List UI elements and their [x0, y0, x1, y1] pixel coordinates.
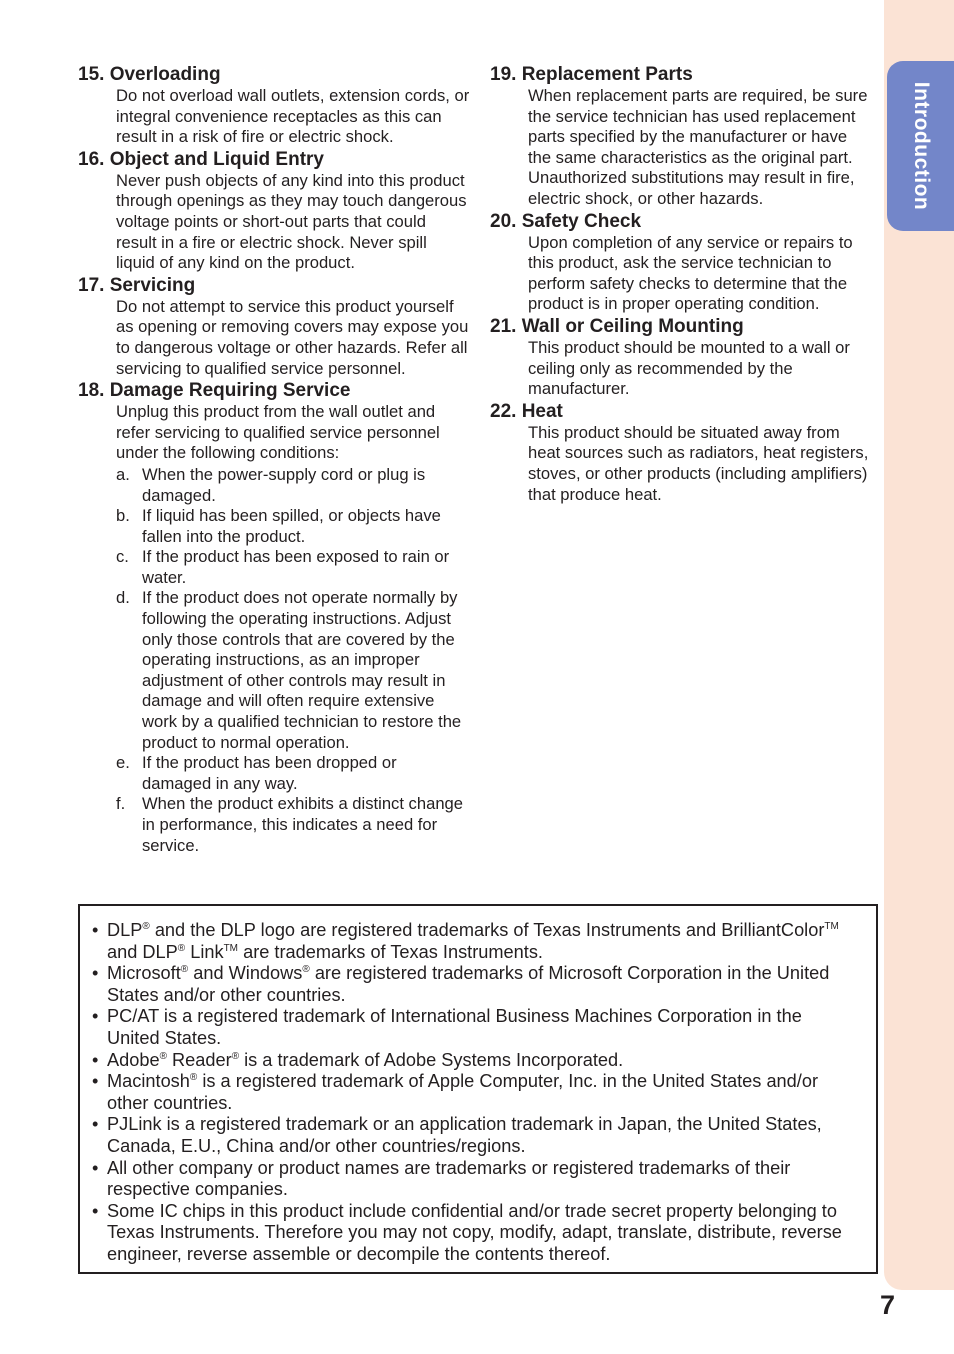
tm-text: Some IC chips in this product include confidential and/or trade secret property belonging to Texas Instruments. Therefore you may not copy, modify, adapt, translate, distribute, reverse engineer, reverse assemble or decompile the contents thereof. — [107, 1200, 842, 1264]
list-item — [116, 465, 470, 506]
list-item — [116, 794, 470, 856]
tm-text: and DLP — [107, 941, 178, 962]
registered-mark: ® — [189, 1072, 198, 1084]
tm-text: Macintosh — [107, 1071, 190, 1092]
trademark-mark: TM — [223, 942, 239, 954]
tm-text: is a registered trademark of Apple Computer, Inc. in the United States and/or other countries. — [107, 1071, 819, 1113]
section-heading: 16. Object and Liquid Entry — [78, 148, 324, 170]
list-item-text: If liquid has been spilled, or objects have fallen into the product. — [142, 506, 441, 546]
section-heading: 19. Replacement Parts — [490, 64, 693, 85]
section-body: This product should be mounted to a wall or ceiling only as recommended by the manufacturer. — [528, 337, 850, 399]
trademark-notice-box — [78, 904, 878, 1274]
section-body: Do not overload wall outlets, extension cords, or integral convenience receptacles as this can result in a risk of fire or electric shock. — [116, 86, 470, 147]
section-body: Upon completion of any service or repairs to this product, ask the service technician to perform safety checks to determine that the product is in proper operating condition. — [528, 232, 853, 314]
bullet: • — [92, 1200, 99, 1221]
tm-text: and Windows — [188, 963, 303, 984]
section-body: When replacement parts are required, be sure the service technician has used replacement parts specified by the manufacturer or have the same characteristics as the original part. Unauthorized substitutions may result in fire, electric shock, or other hazards. — [528, 86, 868, 208]
section-body: Unplug this product from the wall outlet and refer servicing to qualified service personnel under the following conditions: — [116, 402, 440, 463]
list-item — [116, 753, 470, 794]
section-heading: 18. Damage Requiring Service — [78, 380, 351, 402]
list-item — [116, 547, 470, 588]
section-overloading — [78, 64, 470, 148]
list-marker: a. — [116, 464, 130, 484]
bullet: • — [92, 1071, 99, 1092]
tm-text: PJLink is a registered trademark or an application trademark in Japan, the United States, Canada, E.U., China and/or other countries/regions. — [107, 1114, 822, 1156]
tm-text: Microsoft — [107, 963, 181, 984]
tm-text: Reader — [166, 1049, 232, 1070]
page-number: 7 — [880, 1290, 896, 1320]
tm-text: are registered trademarks of Microsoft Corporation in the United States and/or other countries. — [107, 963, 830, 1005]
tm-text: PC/AT is a registered trademark of International Business Machines Corporation in the United States. — [107, 1006, 802, 1048]
section-heading: 21. Wall or Ceiling Mounting — [490, 315, 744, 337]
tm-text: DLP — [107, 920, 143, 940]
section-heading: 15. Overloading — [78, 64, 221, 85]
right-column — [490, 64, 874, 506]
section-heading: 22. Heat — [490, 400, 563, 422]
sidebar-tab-introduction[interactable] — [887, 61, 954, 231]
trademark-mark: TM — [824, 921, 839, 932]
sidebar-tab-label: Introduction — [909, 81, 933, 211]
registered-mark: ® — [177, 942, 186, 954]
section-body: Never push objects of any kind into this product through openings as they may touch dangerous voltage points or short-out parts that could result in a fire or electric shock. Never spill liquid of any kind on the product. — [116, 170, 467, 273]
list-marker: c. — [116, 547, 129, 567]
tm-text: are trademarks of Texas Instruments. — [238, 941, 543, 962]
section-object-liquid-entry — [78, 149, 470, 274]
tm-text: and the DLP logo are registered trademarks of Texas Instruments and BrilliantColor — [149, 920, 825, 940]
trademark-item-other — [92, 1158, 858, 1201]
registered-mark: ® — [142, 921, 150, 932]
section-heading: 20. Safety Check — [490, 210, 642, 232]
registered-mark: ® — [302, 964, 310, 976]
bullet: • — [92, 920, 99, 940]
bullet: • — [92, 1049, 99, 1070]
trademark-item-pjlink — [92, 1114, 858, 1157]
section-replacement-parts — [490, 64, 874, 210]
list-item-text: If the product does not operate normally by following the operating instructions. Adjust only those controls that are covered by the operating instructions, as an improper adjustment of other controls may result in damage and will often require extensive work by a qualified technician to restore the product to normal operation. — [142, 588, 462, 752]
trademark-list — [92, 920, 858, 1266]
list-item — [116, 588, 470, 753]
list-item-text: If the product has been dropped or damaged in any way. — [142, 753, 397, 793]
condition-list — [116, 465, 470, 856]
bullet: • — [92, 1157, 99, 1178]
list-marker: f. — [116, 794, 126, 814]
left-column — [78, 64, 470, 856]
trademark-item-dlp — [92, 920, 858, 963]
trademark-item-pcat — [92, 1006, 858, 1049]
tm-text: is a trademark of Adobe Systems Incorporated. — [239, 1049, 624, 1070]
trademark-item-macintosh — [92, 1071, 858, 1114]
section-safety-check — [490, 211, 874, 315]
list-item-text: When the power-supply cord or plug is damaged. — [142, 464, 426, 505]
list-marker: b. — [116, 506, 130, 526]
registered-mark: ® — [180, 964, 189, 976]
section-wall-ceiling-mounting — [490, 316, 874, 400]
trademark-item-ic-chips — [92, 1201, 858, 1266]
section-heading: 17. Servicing — [78, 274, 196, 296]
bullet: • — [92, 1006, 99, 1027]
section-body: Do not attempt to service this product yourself as opening or removing covers may expose you to dangerous voltage or other hazards. Refer all servicing to qualified service personnel. — [116, 296, 469, 378]
section-heat — [490, 401, 874, 505]
trademark-item-adobe — [92, 1050, 858, 1072]
trademark-item-microsoft — [92, 963, 858, 1006]
section-damage-requiring-service — [78, 380, 470, 856]
bullet: • — [92, 1114, 99, 1135]
list-item — [116, 506, 470, 547]
tm-text: All other company or product names are trademarks or registered trademarks of their respective companies. — [107, 1157, 791, 1200]
list-item-text: When the product exhibits a distinct change in performance, this indicates a need for service. — [142, 794, 464, 855]
tm-text: Adobe — [107, 1049, 160, 1070]
list-item-text: If the product has been exposed to rain or water. — [142, 547, 450, 587]
registered-mark: ® — [231, 1050, 240, 1062]
section-body: This product should be situated away from heat sources such as radiators, heat registers, stoves, or other products (including amplifiers) that produce heat. — [528, 422, 869, 504]
registered-mark: ® — [159, 1050, 167, 1062]
list-marker: e. — [116, 753, 130, 773]
section-servicing — [78, 275, 470, 379]
bullet: • — [92, 963, 99, 984]
list-marker: d. — [116, 588, 130, 608]
tm-text: Link — [185, 941, 224, 962]
